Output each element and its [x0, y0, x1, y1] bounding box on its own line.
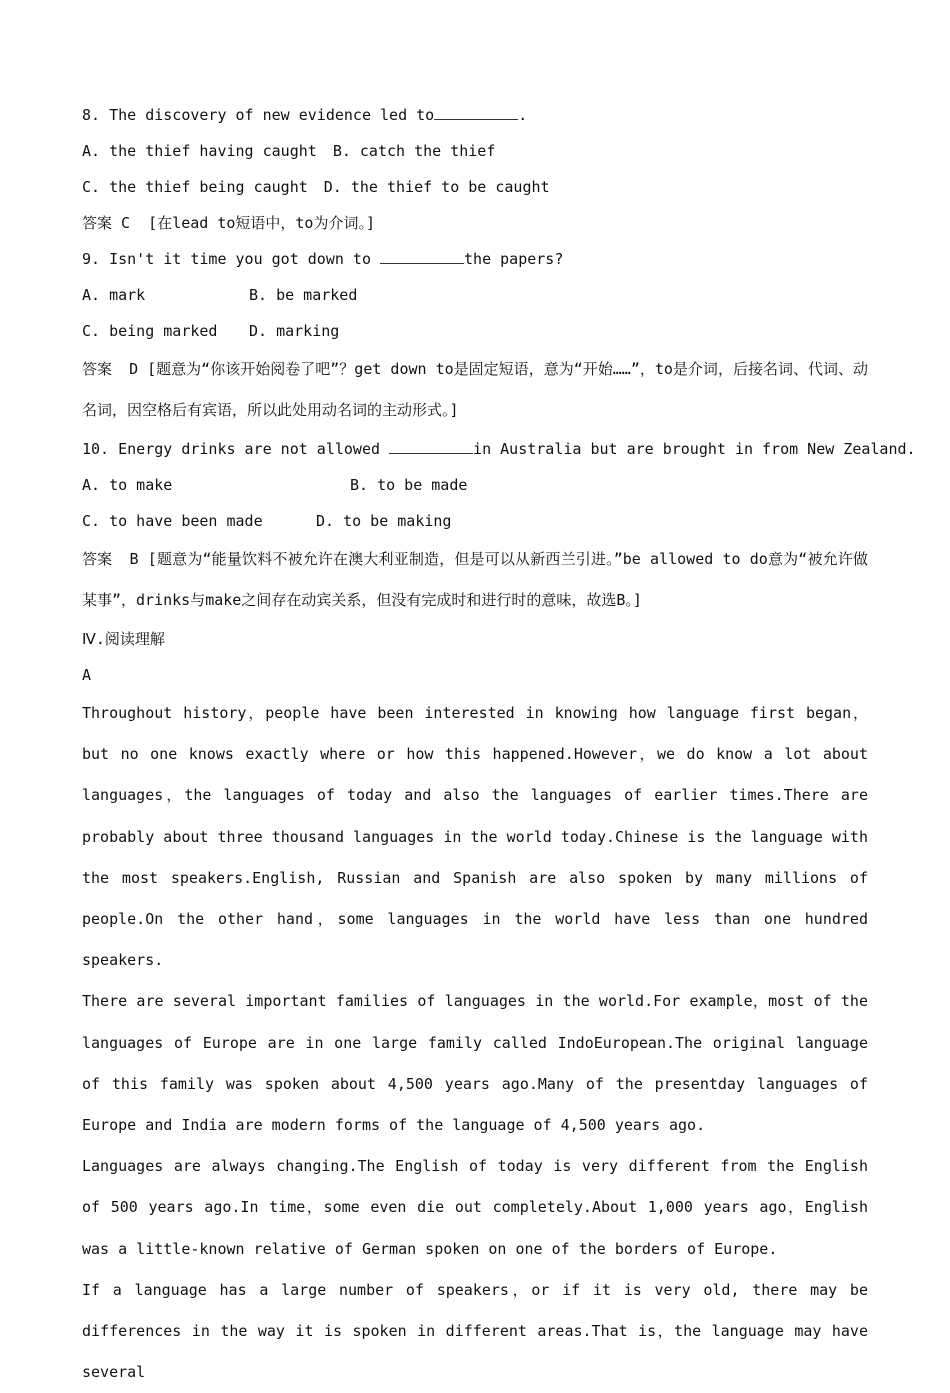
answer-text: C [在lead to短语中，to为介词。]	[121, 214, 375, 232]
option-a: A. the thief having caught	[82, 142, 317, 160]
option-b: B. catch the thief	[332, 142, 496, 160]
question-10-stem	[82, 431, 916, 467]
question-10-options-cd	[82, 503, 868, 539]
question-10-stem-after: in Australia but are brought in from New Zealand.	[473, 440, 916, 458]
option-c: C. the thief being caught	[82, 178, 308, 196]
question-8-options-ab	[82, 133, 868, 169]
answer-text: B [题意为“能量饮料不被允许在澳大利亚制造，但是可以从新西兰引进。”be allowed to do意为“被允许做某事”，drinks与make之间存在动宾关系，但没有完成时和进行时的意味，故选B。]	[82, 550, 868, 609]
question-9-stem-after: the papers?	[464, 250, 564, 268]
question-8-answer	[82, 205, 868, 241]
question-8-options-cd	[82, 169, 868, 205]
passage-paragraph: There are several important families of languages in the world.For example，most of the languages of Europe are in one large family called IndoEuropean.The original language of this family was spoken about 4,500 years ago.Many of the presentday languages of Europe and India are modern forms of the language of 4,500 years ago.	[82, 992, 868, 1135]
answer-label: 答案	[82, 550, 113, 568]
passage-paragraph: Languages are always changing.The English of today is very different from the English of 500 years ago.In time，some even die out completely.About 1,000 years ago，English was a little-known relative of German spoken on one of the borders of Europe.	[82, 1157, 868, 1258]
document-content	[82, 97, 916, 1393]
question-10-answer	[82, 539, 868, 621]
option-a: A. to make	[82, 476, 173, 494]
answer-blank	[380, 248, 464, 264]
question-8-stem-after: .	[518, 106, 528, 124]
option-c: C. to have been made	[82, 512, 263, 530]
option-d: D. marking	[249, 322, 340, 340]
question-9-stem-before: 9. Isn't it time you got down to	[82, 250, 381, 268]
answer-label: 答案	[82, 360, 113, 378]
question-9-options-ab	[82, 277, 868, 313]
passage-label: A	[82, 666, 92, 684]
question-9-stem	[82, 241, 868, 277]
answer-text: D [题意为“你该开始阅卷了吧”？get down to是固定短语，意为“开始……”，to是介词，后接名词、代词、动名词，因空格后有宾语，所以此处用动名词的主动形式。]	[82, 360, 868, 419]
answer-blank	[434, 104, 518, 120]
passage-paragraph: Throughout history，people have been interested in knowing how language first began，but no one knows exactly where or how this happened.However，we do know a lot about languages，the languages of today and also the languages of earlier times.There are probably about three thousand languages in the world today.Chinese is the language with the most speakers.English, Russian and Spanish are also spoken by many millions of people.On the other hand，some languages in the world have less than one hundred speakers.	[82, 704, 868, 970]
section-title: Ⅳ.阅读理解	[82, 630, 165, 648]
question-8-stem-before: 8. The discovery of new evidence led to	[82, 106, 435, 124]
question-8-stem	[82, 97, 868, 133]
option-b: B. to be made	[350, 476, 468, 494]
question-10-stem-before: 10. Energy drinks are not allowed	[82, 440, 390, 458]
answer-blank	[389, 438, 473, 454]
option-c: C. being marked	[82, 322, 218, 340]
option-d: D. the thief to be caught	[323, 178, 550, 196]
answer-label: 答案	[82, 214, 113, 232]
passage-paragraph: If a language has a large number of speakers，or if it is very old, there may be differences in the way it is spoken in different areas.That is，the language may have several	[82, 1280, 868, 1382]
option-d: D. to be making	[316, 512, 452, 530]
question-9-answer	[82, 349, 868, 431]
question-10-options-ab	[82, 467, 868, 503]
option-a: A. mark	[82, 286, 146, 304]
option-b: B. be marked	[249, 286, 358, 304]
question-9-options-cd	[82, 313, 868, 349]
